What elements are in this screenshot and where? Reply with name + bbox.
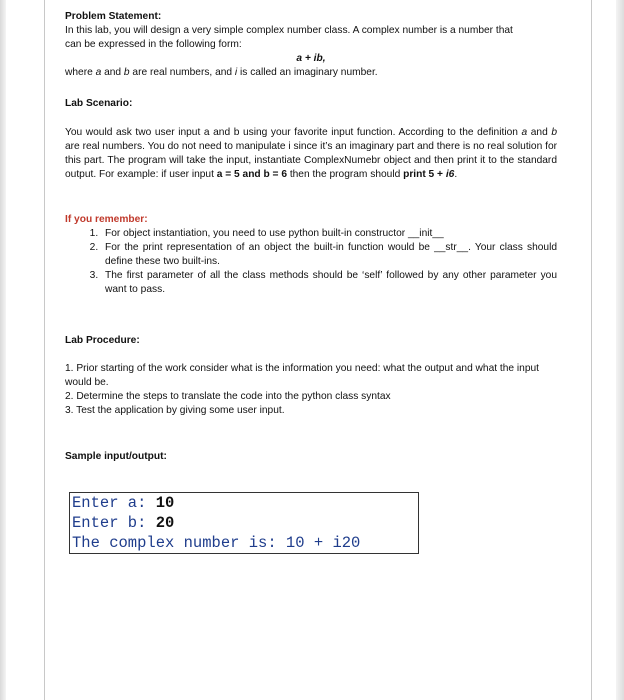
remember-list xyxy=(65,227,557,297)
problem-section xyxy=(65,10,557,80)
problem-where-line: where a and b are real numbers, and i is called an imaginary number. xyxy=(65,67,378,78)
procedure-heading: Lab Procedure: xyxy=(65,335,140,346)
remember-section xyxy=(65,213,557,297)
procedure-step: 2. Determine the steps to translate the code into the python class syntax xyxy=(65,391,391,402)
procedure-steps xyxy=(65,362,557,418)
problem-line-1: In this lab, you will design a very simple complex number class. A complex number is a number that xyxy=(65,25,513,36)
sample-console xyxy=(69,492,419,554)
procedure-step: 1. Prior starting of the work consider what is the information you need: what the output and what the input would be. xyxy=(65,363,539,388)
procedure-step: 3. Test the application by giving some user input. xyxy=(65,405,285,416)
problem-heading: Problem Statement: xyxy=(65,11,162,22)
console-line-a: Enter a: 10 xyxy=(72,494,175,512)
document-page xyxy=(44,0,592,700)
window-edge-right xyxy=(616,0,624,700)
remember-item: 2. For the print representation of an object the built-in function would be __str__. Your class should define these two built-ins. xyxy=(101,241,557,269)
sample-heading: Sample input/output: xyxy=(65,451,167,462)
complex-formula: a + ib, xyxy=(296,53,326,64)
scenario-heading: Lab Scenario: xyxy=(65,98,133,109)
console-line-b: Enter b: 20 xyxy=(72,514,175,532)
console-result: The complex number is: 10 + i20 xyxy=(72,534,361,552)
remember-item: 1. For object instantiation, you need to use python built-in constructor __init__ xyxy=(101,227,557,241)
scenario-paragraph: You would ask two user input a and b using your favorite input function. According to the definition a and b are real numbers. You do not need to manipulate i since it’s an imaginary part and there is no real solution for this part. The program will take the input, instantiate ComplexNumebr object and then print it to the standard output. For example: if user input a = 5 and b = 6 then the program should print 5 + i6. xyxy=(65,127,557,180)
remember-item: 3. The first parameter of all the class methods should be ‘self’ followed by any other parameter you want to pass. xyxy=(101,269,557,297)
remember-heading: If you remember: xyxy=(65,214,148,225)
window-edge-left xyxy=(0,0,6,700)
problem-line-2: can be expressed in the following form: xyxy=(65,39,242,50)
